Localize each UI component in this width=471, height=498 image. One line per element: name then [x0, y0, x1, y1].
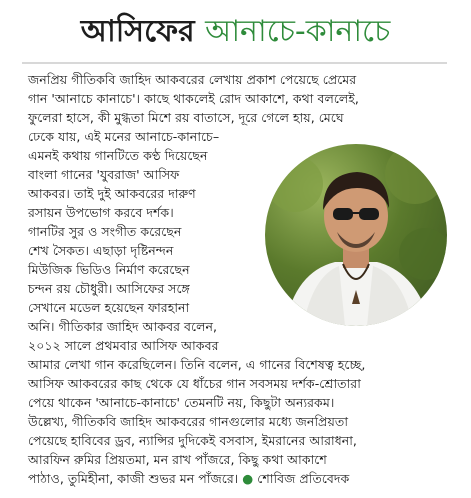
body-line: জনপ্রিয় গীতিকবি জাহিদ আকবরের লেখায় প্রকাশ পেয়েছে প্রেমের — [28, 72, 357, 87]
headline-part-a: আসিফের — [80, 14, 195, 49]
body-line: গানটির সুর ও সংগীত করেছেন — [28, 224, 182, 239]
headline-part-b: আনাচে-কানাচে — [205, 14, 391, 49]
body-line-last — [28, 469, 448, 488]
body-line: ঢেকে যায়, এই মনের আনাচে-কানাচে– — [28, 129, 220, 144]
body-line: পেয়েছে হাবিবের ড্রব, ন্যান্সির দুদিকেই বসবাস, ইমরানের আরাধনা, — [28, 433, 357, 448]
headline-divider — [22, 62, 447, 64]
body-line: ২০১২ সালে প্রথমবার আসিফ আকবর — [28, 338, 219, 353]
body-line: অনি। গীতিকার জাহিদ আকবর বলেন, — [28, 319, 218, 334]
body-line: শেখ সৈকত। এছাড়া দৃষ্টিনন্দন — [28, 243, 174, 258]
body-line: বাংলা গানের 'যুবরাজ' আসিফ — [28, 167, 180, 182]
body-line-text: পাঠাও, তুমিহীনা, কাজী শুভর মন পাঁজরে। — [28, 471, 239, 486]
body-line: চন্দন রয় চৌধুরী। আসিফের সঙ্গে — [28, 281, 190, 296]
body-line: আসিফ আকবরের কাছ থেকে যে ধাঁচের গান সবসময় দর্শক-শ্রোতারা — [28, 376, 361, 391]
portrait-illustration — [265, 144, 447, 326]
body-line: আরফিন রুমির প্রিয়তমা, মন রাখ পাঁজরে, কিছু কথা আকাশে — [28, 452, 327, 467]
body-line: গান 'আনাচে কানাচে'। কাছে থাকলেই রোদ আকাশে, কথা বললেই, — [28, 91, 359, 106]
portrait-photo — [265, 144, 447, 326]
body-line: আমার লেখা গান করেছিলেন। তিনি বলেন, এ গানের বিশেষত্ব হচ্ছে, — [28, 357, 366, 372]
headline — [0, 0, 471, 64]
body-line: রসায়ন উপভোগ করবে দর্শক। — [28, 205, 174, 220]
body-line: সেখানে মডেল হয়েছেন ফারহানা — [28, 300, 190, 315]
body-line: আকবর। তাই দুই আকবরের দারুণ — [28, 186, 196, 201]
body-line: এমনই কথায় গানটিতে কণ্ঠ দিয়েছেন — [28, 148, 208, 163]
body-line: পেয়ে থাকেন 'আনাচে-কানাচে' তেমনটি নয়, কিছুটা অন্যরকম। — [28, 395, 335, 410]
byline: শোবিজ প্রতিবেদক — [257, 471, 350, 486]
bullet-icon: ● — [242, 471, 254, 486]
body-line: মিউজিক ভিডিও নির্মাণ করেছেন — [28, 262, 190, 277]
body-line: ফুলেরা হাসে, কী মুগ্ধতা মিশে রয় বাতাসে, দূরে গেলে হায়, মেঘে — [28, 110, 344, 125]
body-line: উল্লেখ্য, গীতিকবি জাহিদ আকবরের গানগুলোর মধ্যে জনপ্রিয়তা — [28, 414, 348, 429]
